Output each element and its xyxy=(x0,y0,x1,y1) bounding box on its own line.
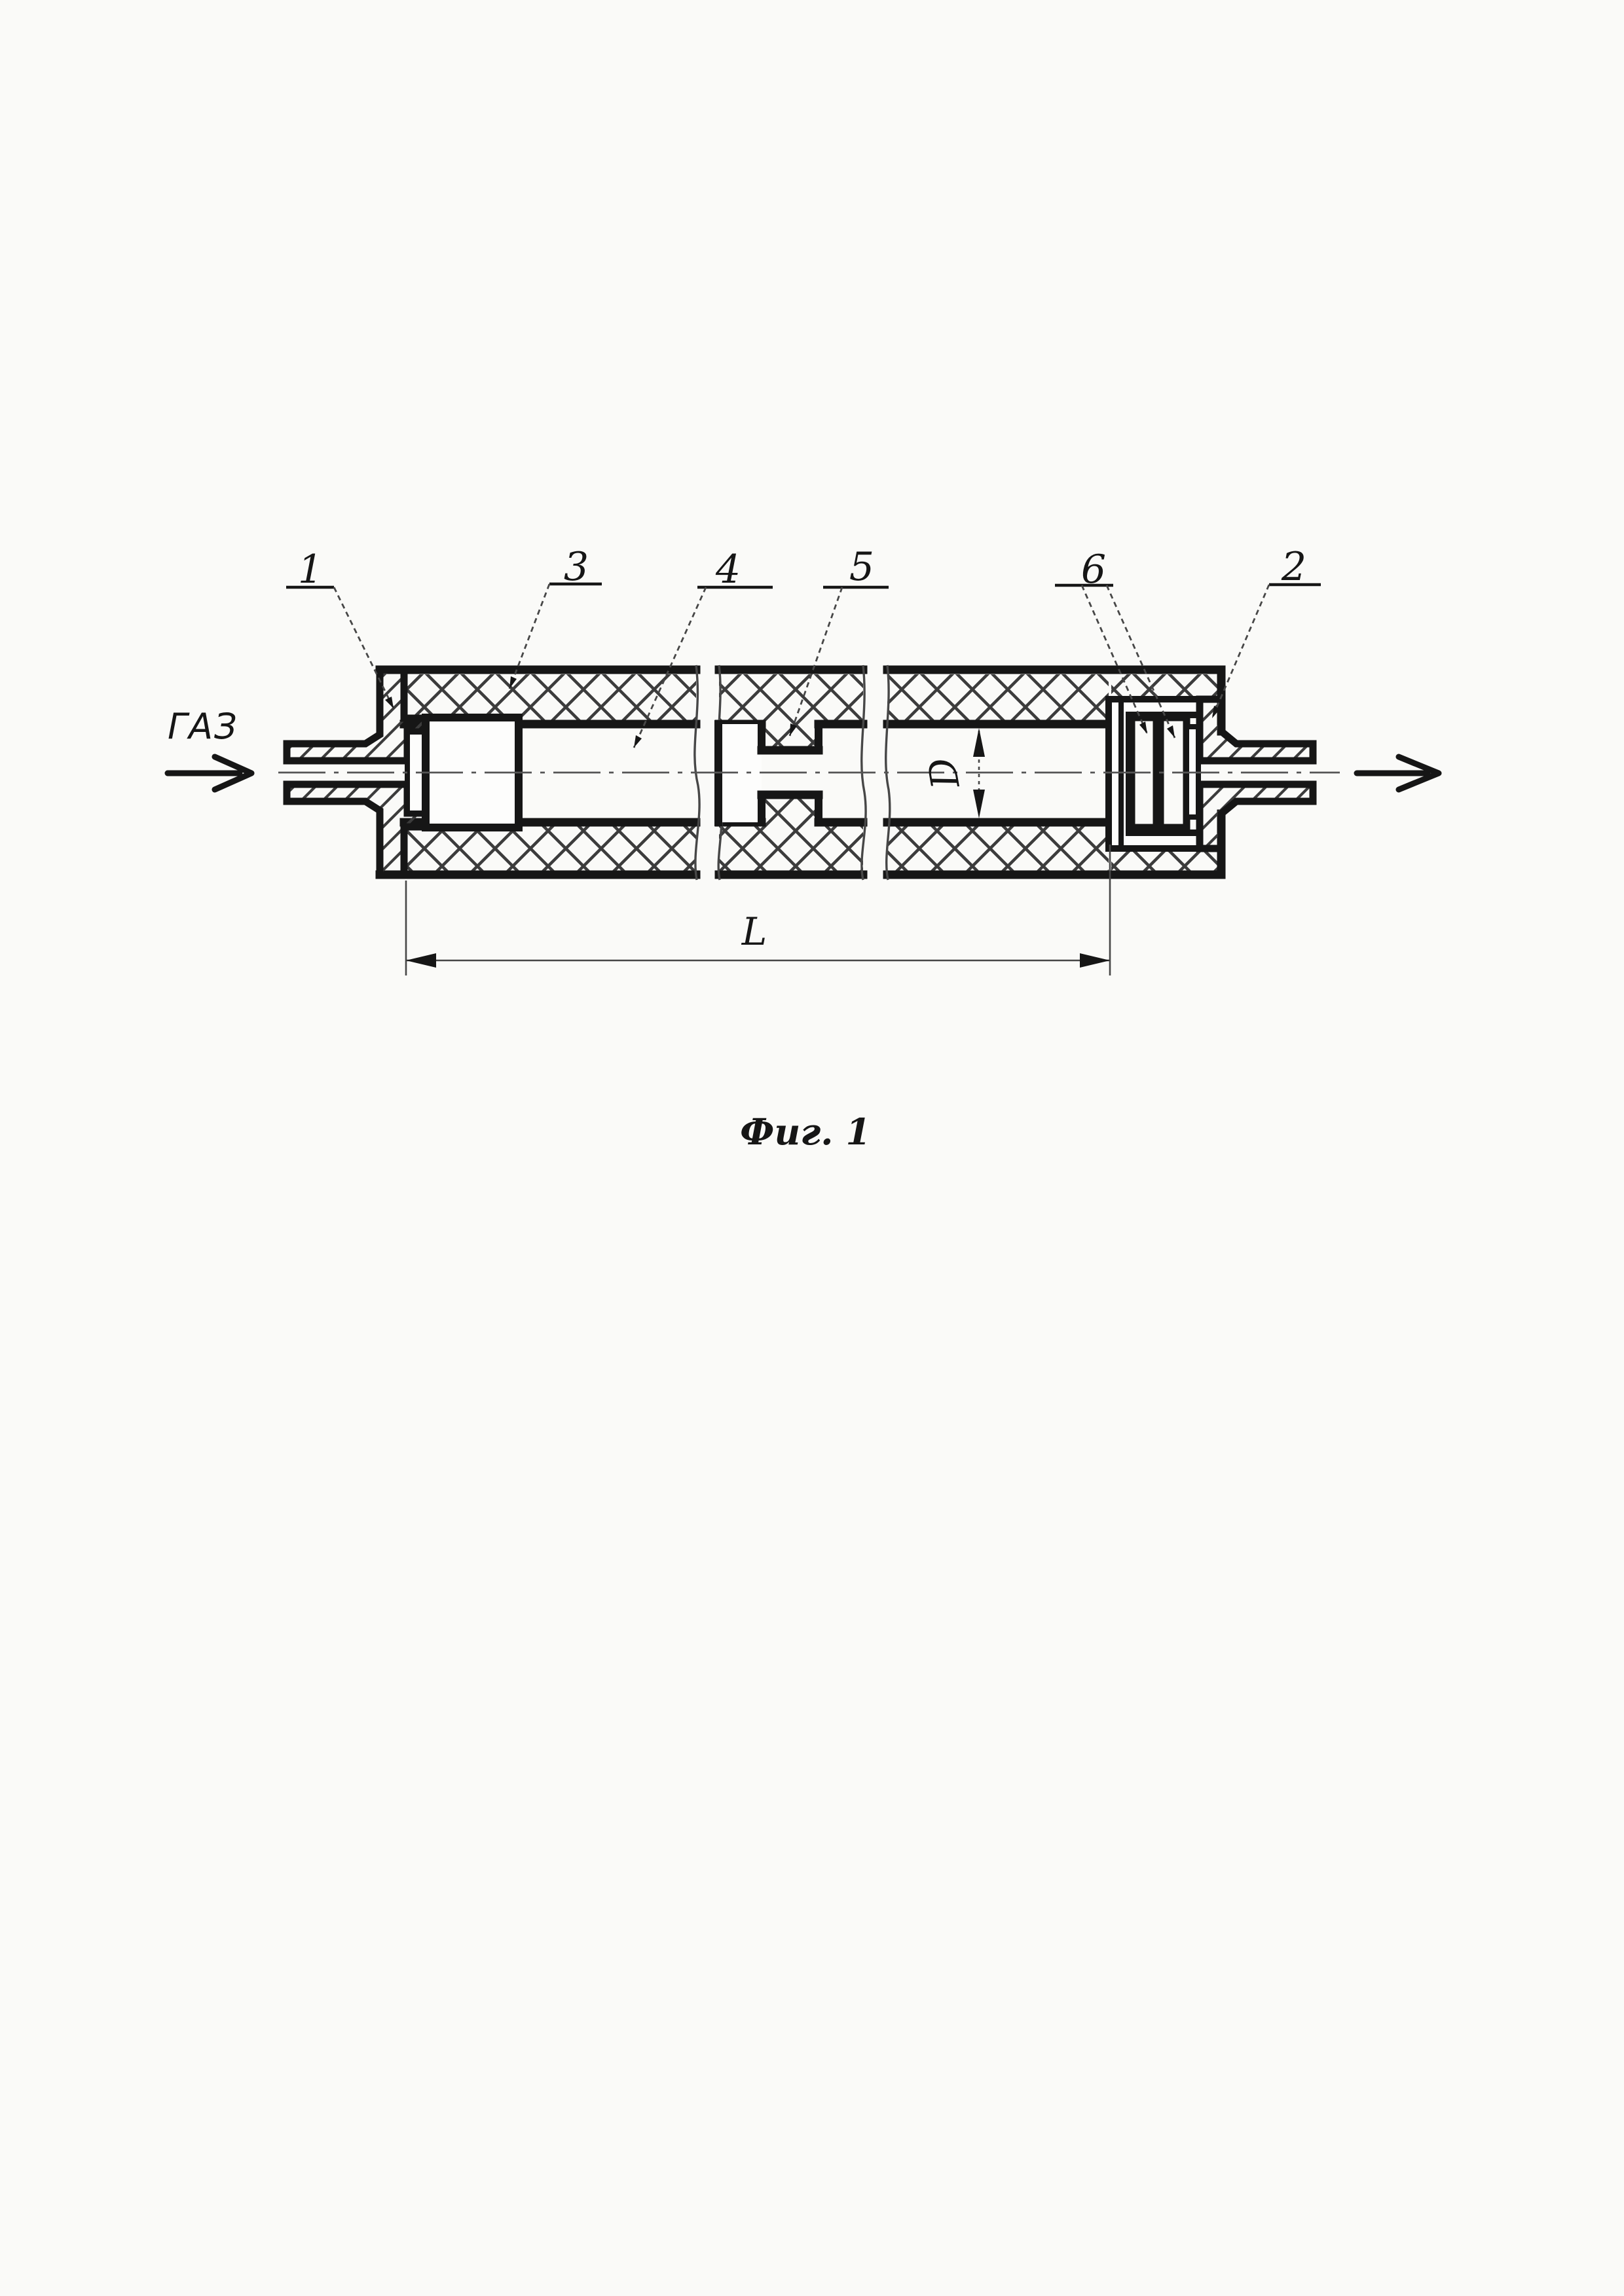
part-number: 6 xyxy=(1080,547,1107,592)
dimension-l-arrow-right xyxy=(1080,953,1110,968)
gas-inlet-flow xyxy=(168,706,251,790)
casing-bottom-wall-hatch xyxy=(719,825,762,871)
leader-arrowhead xyxy=(1167,725,1175,738)
dimension-l-label: L xyxy=(741,909,767,954)
figure-caption: Фиг. 1 xyxy=(740,1110,871,1153)
part-number: 4 xyxy=(715,547,741,592)
casing-top-wall-hatch xyxy=(719,674,762,720)
casing-bottom-wall-hatch xyxy=(887,825,1109,871)
grid-plates-assembly xyxy=(1109,699,1200,848)
casing-top-wall-hatch xyxy=(819,674,863,720)
leader-arrowhead xyxy=(1139,721,1147,734)
casing-top-wall-hatch xyxy=(1111,674,1221,699)
dimension-d-arrow-up xyxy=(973,728,985,757)
casing-top-wall-hatch xyxy=(404,674,696,720)
casing-bottom-wall-hatch xyxy=(404,825,696,871)
casing-bottom-wall-hatch-diaphragm xyxy=(762,797,819,871)
part-number: 1 xyxy=(297,547,323,592)
gas-outlet-flow xyxy=(1357,757,1439,790)
part-number: 2 xyxy=(1281,544,1307,590)
casing-bottom-wall-hatch xyxy=(819,825,863,871)
gas-outlet-arrow xyxy=(1357,757,1439,790)
dimension-l-arrow-left xyxy=(406,953,436,968)
dimension-d-arrow-down xyxy=(973,790,985,818)
leader-arrowhead xyxy=(634,735,642,748)
leader-line xyxy=(334,587,394,708)
outlet-end-cap xyxy=(1200,699,1313,848)
outlet-cap-lower-body xyxy=(1200,784,1313,848)
part-number: 3 xyxy=(563,544,589,590)
casing-top-wall-hatch xyxy=(887,674,1109,720)
casing-top-wall-hatch-diaphragm xyxy=(762,674,819,748)
gas-inlet-arrow xyxy=(168,757,251,790)
gas-label: ГАЗ xyxy=(168,706,238,747)
part-label-2 xyxy=(1212,544,1321,718)
dimension-d-label: D xyxy=(919,754,969,792)
leader-line xyxy=(1212,585,1269,718)
part-number: 5 xyxy=(849,544,875,590)
